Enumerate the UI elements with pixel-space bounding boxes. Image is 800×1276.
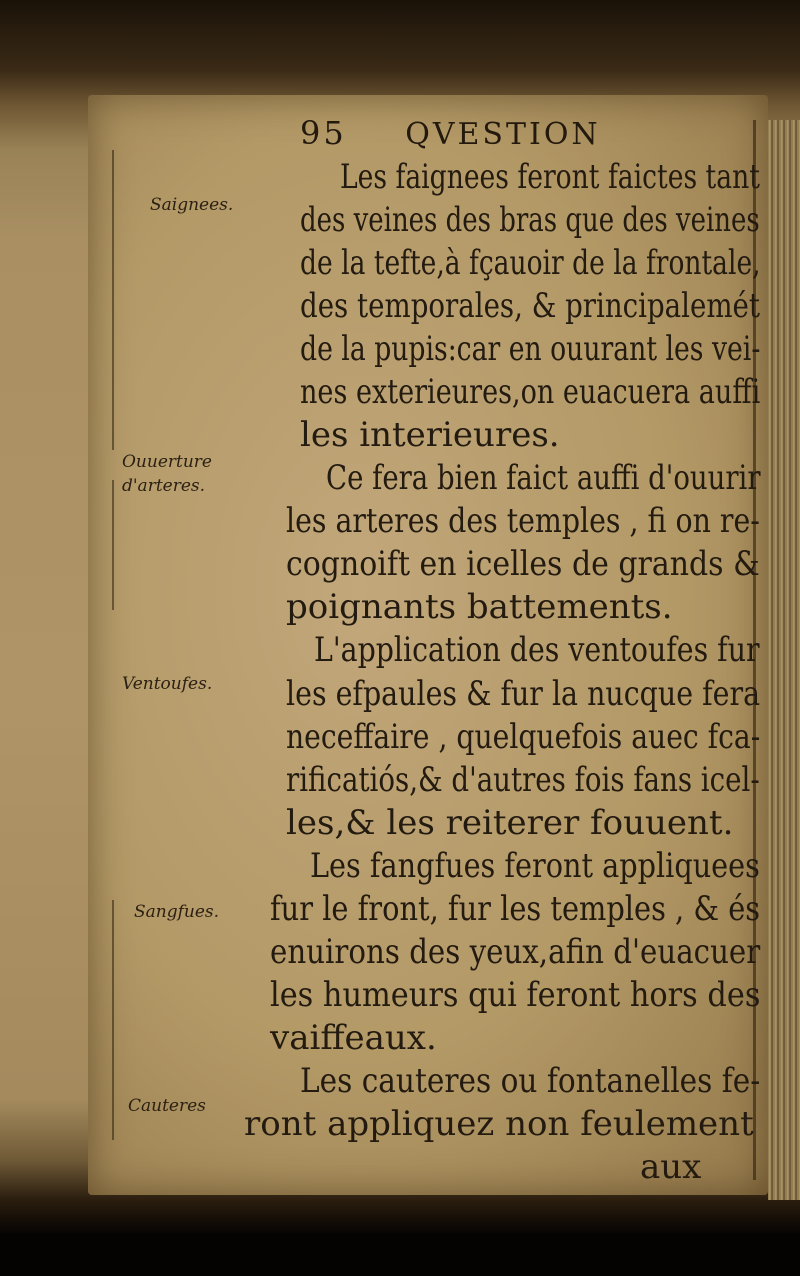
page-number: 95 bbox=[300, 114, 347, 152]
text-line: de la pupis:car en ouurant les vei- bbox=[300, 329, 761, 369]
text-line: vaiffeaux. bbox=[270, 1018, 437, 1058]
page-title: QVESTION bbox=[405, 117, 601, 152]
text-line: neceffaire , quelquefois auec fca- bbox=[286, 717, 761, 757]
text-line: Les cauteres ou fontanelles fe- bbox=[300, 1061, 761, 1101]
text-line: enuirons des yeux,afin d'euacuer bbox=[270, 932, 761, 972]
margin-rule bbox=[112, 150, 114, 450]
page-edge-right bbox=[768, 120, 800, 1200]
text-line: de la tefte,à fçauoir de la frontale, bbox=[300, 243, 761, 283]
text-line: les efpaules & fur la nucque fera bbox=[286, 674, 761, 714]
text-line: nes exterieures,on euacuera auffi bbox=[300, 372, 761, 412]
text-line: Ce fera bien faict auffi d'ouurir bbox=[326, 458, 761, 498]
text-line: Les faignees feront faictes tant bbox=[340, 157, 760, 197]
margin-note-saignees: Saignees. bbox=[150, 195, 234, 215]
text-line: des temporales, & principalemét bbox=[300, 286, 761, 326]
text-line: Les fangfues feront appliquees bbox=[310, 846, 760, 886]
margin-note-ouverture: Ouuerture bbox=[122, 452, 212, 472]
text-line: cognoift en icelles de grands & bbox=[286, 544, 760, 584]
margin-note-arteres: d'arteres. bbox=[122, 476, 206, 496]
text-line: les arteres des temples , fi on re- bbox=[286, 501, 760, 541]
margin-rule bbox=[112, 900, 114, 1140]
text-line: des veines des bras que des veines bbox=[300, 200, 760, 240]
text-line: les interieures. bbox=[300, 415, 560, 455]
text-line: ront appliquez non feulement bbox=[244, 1104, 754, 1144]
text-line: les humeurs qui feront hors des bbox=[270, 975, 761, 1015]
margin-note-ventoufes: Ventoufes. bbox=[122, 674, 213, 694]
text-line: les,& les reiterer fouuent. bbox=[286, 803, 734, 843]
text-line: rificatiós,& d'autres fois fans icel- bbox=[286, 760, 760, 800]
text-line: aux bbox=[640, 1147, 702, 1187]
text-line: fur le front, fur les temples , & és bbox=[270, 889, 761, 929]
margin-rule bbox=[112, 480, 114, 610]
page-header bbox=[300, 114, 601, 152]
text-line: poignants battements. bbox=[286, 587, 673, 627]
text-line: L'application des ventoufes fur bbox=[314, 630, 760, 670]
margin-note-cauteres: Cauteres bbox=[128, 1096, 206, 1116]
margin-note-sangfues: Sangfues. bbox=[134, 902, 220, 922]
